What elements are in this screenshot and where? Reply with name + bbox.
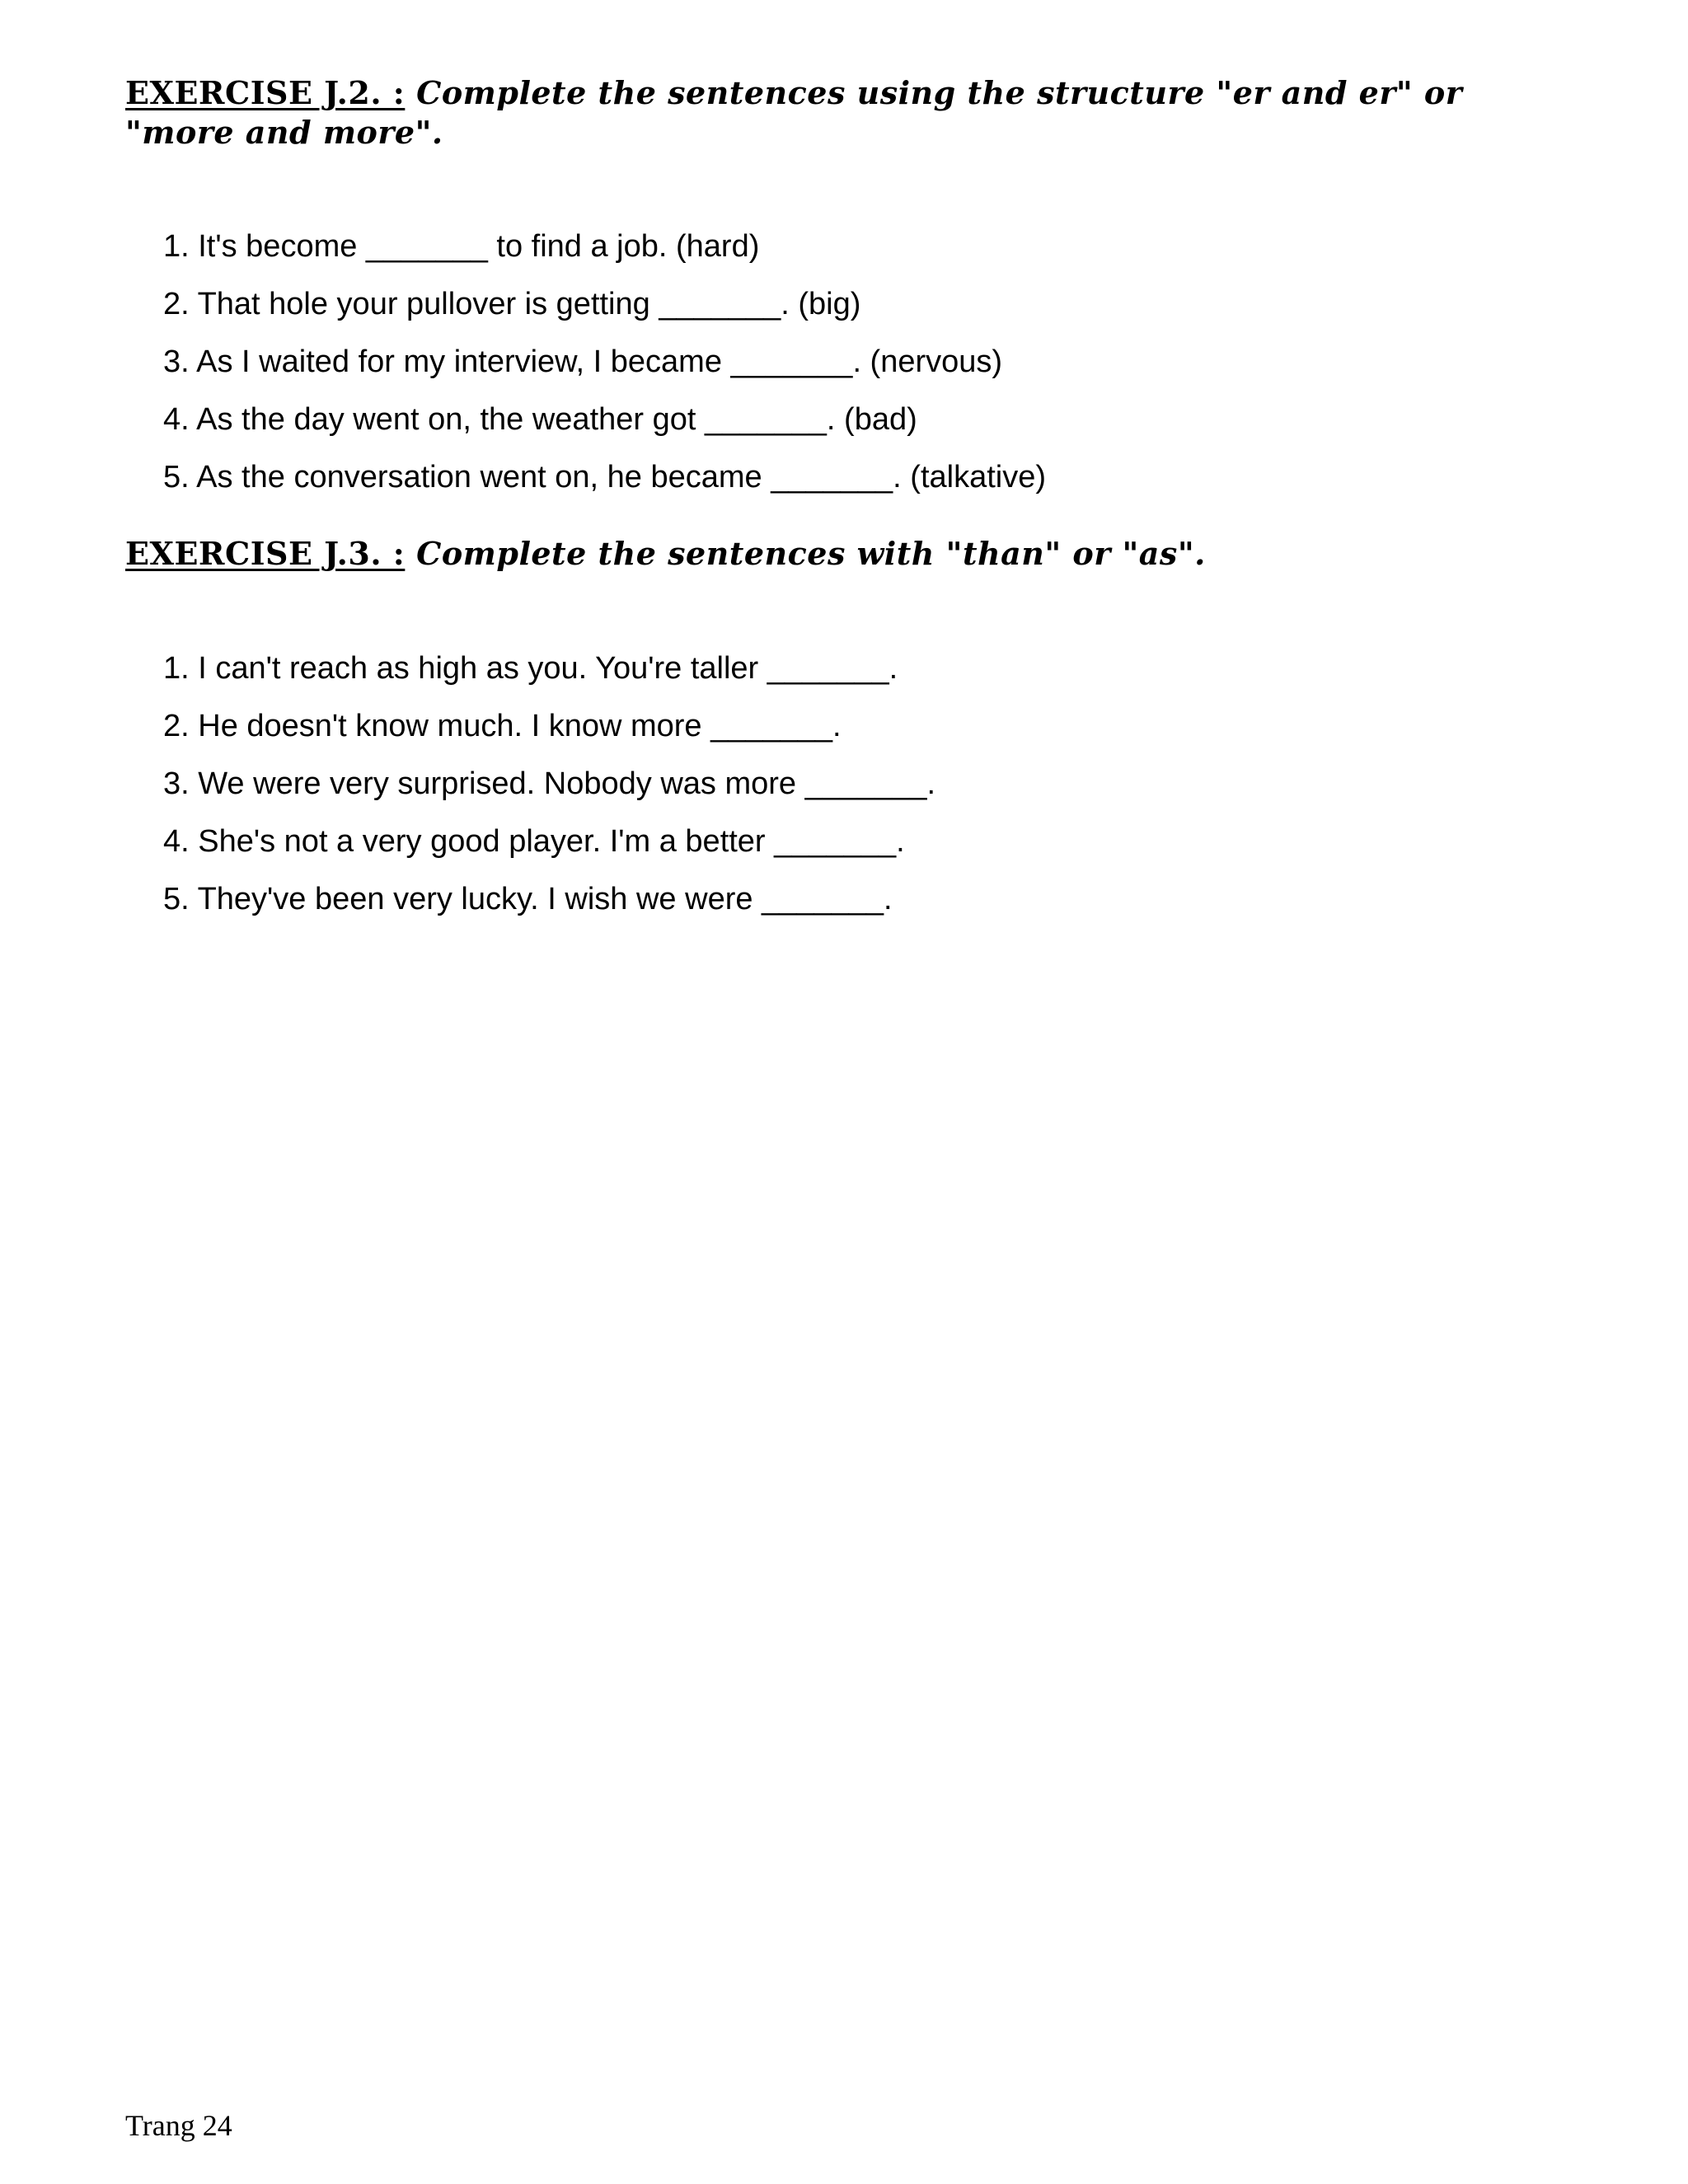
- exercise-j2-item-4: 4. As the day went on, the weather got _______. (bad): [163, 402, 917, 437]
- exercise-j3-item-3: 3. We were very surprised. Nobody was more _______.: [163, 766, 936, 801]
- exercise-j3-item-2: 2. He doesn't know much. I know more _______.: [163, 709, 842, 743]
- exercise-j3-label: EXERCISE J.3. :: [125, 535, 406, 572]
- exercise-j2-instruction: Complete the sentences using the structure "er and er" or "more and more".: [125, 74, 1463, 151]
- exercise-j3-item-4: 4. She's not a very good player. I'm a better _______.: [163, 824, 905, 859]
- exercise-j2-item-2: 2. That hole your pullover is getting _______. (big): [163, 287, 861, 321]
- exercise-j3-list: [163, 649, 935, 938]
- exercise-j2-item-3: 3. As I waited for my interview, I became _______. (nervous): [163, 344, 1003, 379]
- exercise-j3-instruction: Complete the sentences with "than" or "as".: [416, 535, 1206, 572]
- exercise-j3-heading: [125, 534, 1559, 574]
- exercise-j2-item-1: 1. It's become _______ to find a job. (hard): [163, 229, 760, 264]
- exercise-j2-label: EXERCISE J.2. :: [125, 74, 406, 111]
- page-number-footer: Trang 24: [125, 2109, 232, 2142]
- exercise-j3-item-5: 5. They've been very lucky. I wish we were _______.: [163, 882, 893, 916]
- exercise-j2-list: [163, 227, 1046, 516]
- exercise-j2-heading: [125, 73, 1559, 152]
- exercise-j3-item-1: 1. I can't reach as high as you. You're taller _______.: [163, 651, 898, 686]
- exercise-j2-item-5: 5. As the conversation went on, he became _______. (talkative): [163, 460, 1046, 494]
